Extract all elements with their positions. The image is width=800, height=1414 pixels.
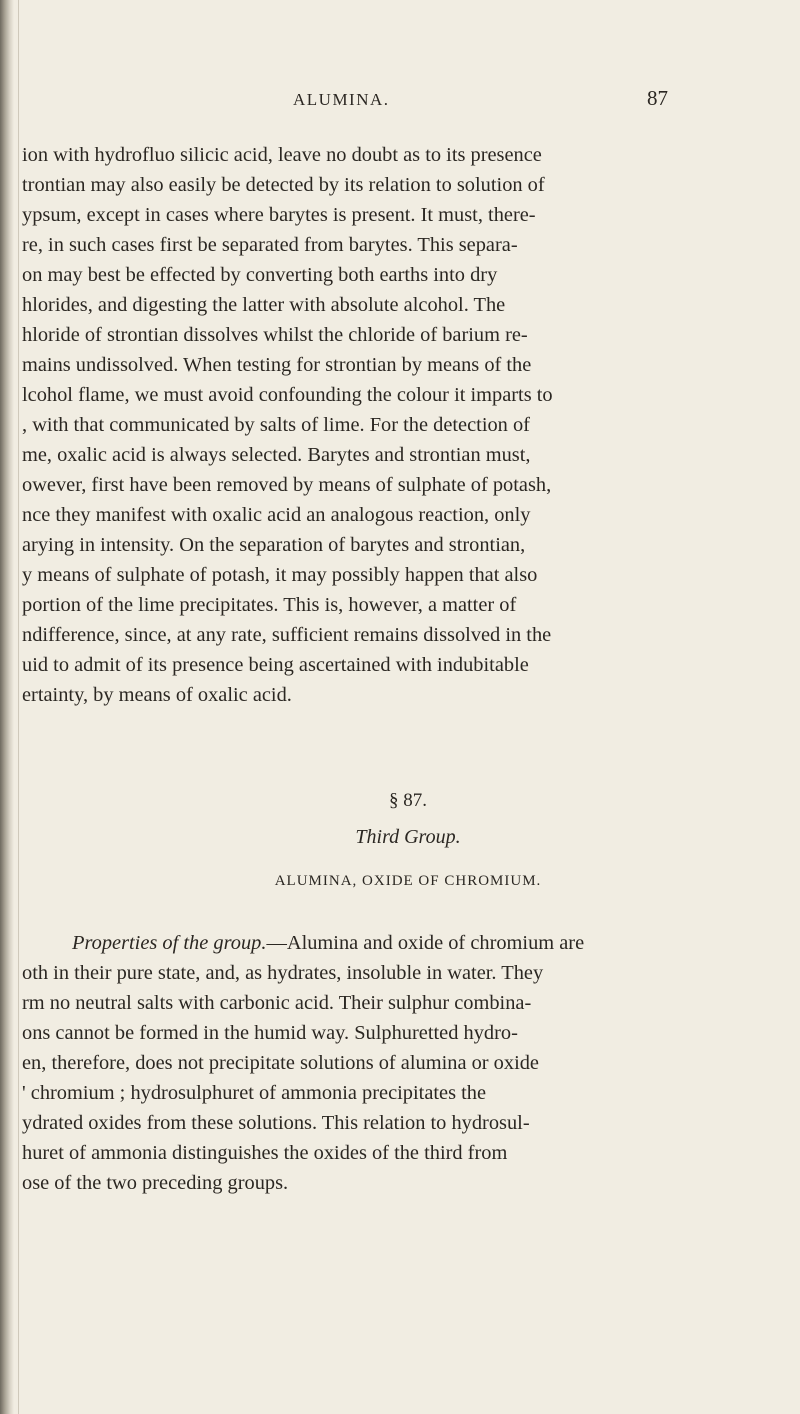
section-subtitle: ALUMINA, OXIDE OF CHROMIUM.: [274, 873, 542, 889]
text-line: portion of the lime precipitates. This is, however, a matter of: [22, 594, 517, 616]
text-line: ion with hydrofluo silicic acid, leave no doubt as to its presence: [22, 144, 542, 166]
text-line: mains undissolved. When testing for strontian by means of the: [22, 354, 532, 376]
text-line: [22, 928, 702, 958]
text-line: oth in their pure state, and, as hydrates, insoluble in water. They: [22, 962, 544, 984]
text-line: en, therefore, does not precipitate solutions of alumina or oxide: [22, 1052, 539, 1074]
text-line: nce they manifest with oxalic acid an analogous reaction, only: [22, 504, 531, 526]
text-line: hlorides, and digesting the latter with absolute alcohol. The: [22, 294, 506, 316]
section-title: Third Group.: [355, 826, 461, 848]
text-line: on may best be effected by converting both earths into dry: [22, 264, 498, 286]
text-line: ons cannot be formed in the humid way. Sulphuretted hydro-: [22, 1022, 518, 1044]
text-fragment: —Alumina and oxide of chromium are: [266, 932, 585, 954]
text-line: re, in such cases first be separated from barytes. This separa-: [22, 234, 518, 256]
text-line: ydrated oxides from these solutions. This relation to hydrosul-: [22, 1112, 530, 1134]
text-line: huret of ammonia distinguishes the oxides of the third from: [22, 1142, 508, 1164]
text-line: ndifference, since, at any rate, sufficient remains dissolved in the: [22, 624, 552, 646]
text-line: ' chromium ; hydrosulphuret of ammonia precipitates the: [22, 1082, 487, 1104]
text-line: ertainty, by means of oxalic acid.: [22, 684, 292, 706]
text-line: rm no neutral salts with carbonic acid. Their sulphur combina-: [22, 992, 532, 1014]
running-title: ALUMINA.: [293, 90, 390, 109]
text-line: y means of sulphate of potash, it may possibly happen that also: [22, 564, 538, 586]
text-line: ose of the two preceding groups.: [22, 1172, 289, 1194]
runin-heading: Properties of the group.: [72, 932, 267, 954]
text-line: arying in intensity. On the separation of barytes and strontian,: [22, 534, 526, 556]
page-number: 87: [647, 86, 668, 110]
page-header: [0, 86, 800, 114]
section-number: § 87.: [389, 790, 427, 811]
paragraph-group-properties: [22, 928, 702, 1198]
text-line: lcohol flame, we must avoid confounding the colour it imparts to: [22, 384, 553, 406]
text-line: uid to admit of its presence being ascertained with indubitable: [22, 654, 529, 676]
text-line: owever, first have been removed by means of sulphate of potash,: [22, 474, 552, 496]
text-line: , with that communicated by salts of lime. For the detection of: [22, 414, 530, 436]
page-edge-line: [18, 0, 19, 1414]
text-line: trontian may also easily be detected by its relation to solution of: [22, 174, 545, 196]
text-line: ypsum, except in cases where barytes is present. It must, there-: [22, 204, 536, 226]
paragraph-strontian-detection: [22, 140, 702, 710]
page-gutter-shadow: [0, 0, 14, 1414]
text-line: hloride of strontian dissolves whilst the chloride of barium re-: [22, 324, 528, 346]
text-line: me, oxalic acid is always selected. Barytes and strontian must,: [22, 444, 531, 466]
